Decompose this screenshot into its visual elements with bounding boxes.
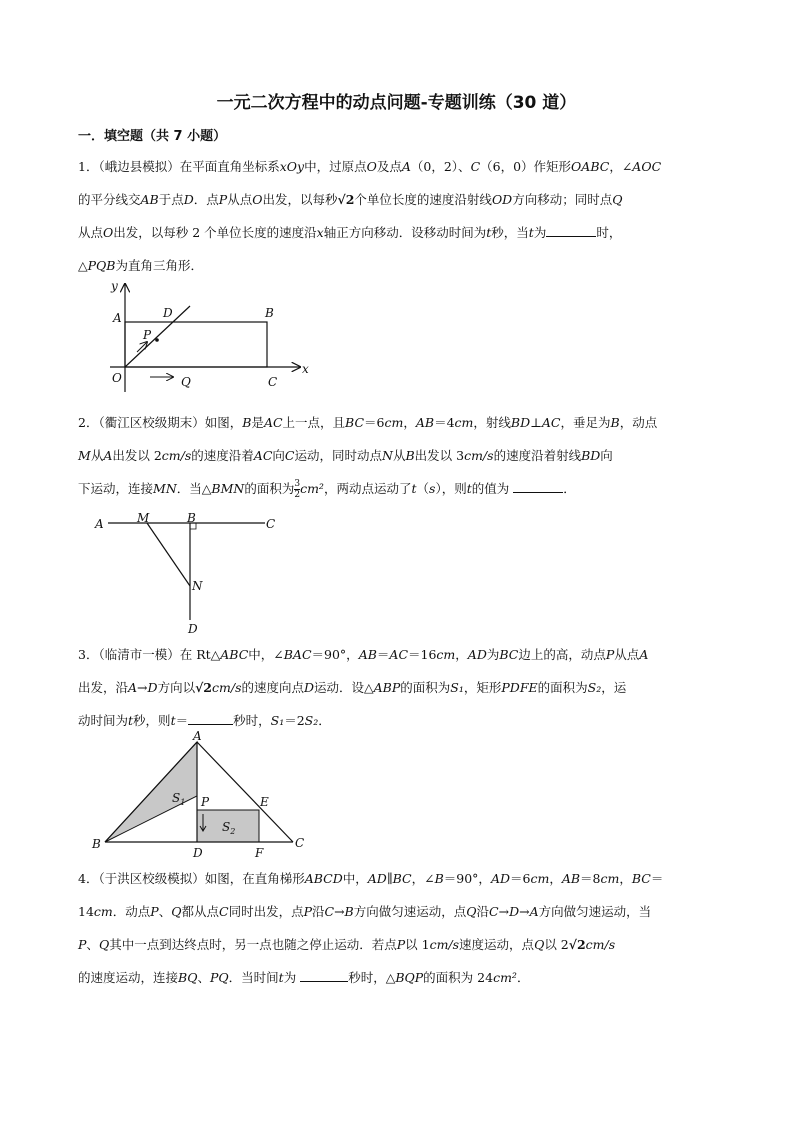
- label-F: F: [255, 846, 264, 860]
- page-title: 一元二次方程中的动点问题-专题训练（30 道）: [216, 93, 577, 113]
- label-B: B: [187, 511, 196, 525]
- question-source: （于洪区校级模拟）: [98, 871, 205, 886]
- label-A: A: [95, 517, 104, 531]
- question-1: 1．（峨边县模拟）在平面直角坐标系xOy中，过原点O及点A（0，2）、C（6，0）作矩形OABC，∠AOC 的平分线交AB于点D．点P从点O出发，以每秒√2个单位长度的速度沿射线OD方向移动；同时点Q 从点O出发，以每秒 2 个单位长度的速度沿x轴正方向移动．设移动时间为t秒，当t为 时， △PQB为直角三角形．: [78, 159, 662, 273]
- label-S1: $S_1$: [172, 791, 186, 807]
- figure-2-perpendicular-diagram: [90, 510, 290, 638]
- point-P: [155, 338, 159, 342]
- label-A: A: [193, 730, 202, 743]
- label-D: D: [193, 846, 203, 860]
- label-x: x: [302, 362, 309, 376]
- segment-MN: [147, 523, 190, 586]
- label-E: E: [260, 795, 269, 809]
- label-D: D: [188, 622, 198, 636]
- label-O: O: [112, 371, 122, 385]
- answer-blank[interactable]: [188, 724, 233, 725]
- question-source: （峨边县模拟）: [98, 159, 180, 174]
- label-P: P: [201, 795, 210, 809]
- label-P: P: [143, 328, 152, 342]
- figure-1-rectangle-diagram: [95, 280, 325, 395]
- label-A: A: [113, 311, 122, 325]
- label-C: C: [266, 517, 276, 531]
- question-3: 3．（临清市一模）在 Rt△ABC中，∠BAC＝90°，AB＝AC＝16cm，AD为BC边上的高，动点P从点A 出发，沿A→D方向以√2cm/s的速度向点D运动．设△ABP的面积为S₁，矩形PDFE的面积为S₂，运 动时间为t秒，则t＝ 秒时，S₁＝2S₂．: [78, 647, 649, 728]
- question-2: 2．（衢江区校级期末）如图，B是AC上一点，且BC＝6cm，AB＝4cm，射线BD⊥AC，垂足为B，动点 M从A出发以 2cm/s的速度沿着AC向C运动，同时动点N从B出发以 3cm/s的速度沿着射线BD向 下运动，连接MN．当△BMN的面积为 $\frac{3}{2}$ cm²，两动点运动了t（s），则t的值为 ．: [78, 415, 658, 500]
- label-Q: Q: [181, 375, 191, 389]
- question-source: （衢江区校级期末）: [98, 415, 205, 430]
- label-C: C: [268, 375, 278, 389]
- answer-blank[interactable]: [546, 236, 596, 237]
- ray-OD: [125, 306, 190, 367]
- figure-3-triangle-diagram: [90, 730, 320, 860]
- answer-blank[interactable]: [513, 492, 563, 493]
- question-number: 2．: [78, 415, 99, 430]
- label-C: C: [295, 836, 305, 850]
- label-y: y: [111, 280, 118, 293]
- label-M: M: [137, 511, 150, 525]
- label-N: N: [192, 579, 203, 593]
- question-4: 4．（于洪区校级模拟）如图，在直角梯形ABCD中，AD∥BC，∠B＝90°，AD＝6cm，AB＝8cm，BC＝ 14cm．动点P、Q都从点C同时出发，点P沿C→B方向做匀速运动，点Q沿C→D→A方向做匀速运动，当 P、Q其中一点到达终点时，另一点也随之停止运动．若点P以 1cm/s速度运动，点Q以 2√2cm/s 的速度运动，连接BQ、PQ．当时间t为 秒时，△BQP的面积为 24cm²．: [78, 871, 664, 985]
- label-B: B: [265, 306, 274, 320]
- question-number: 3．: [78, 647, 99, 662]
- label-S2: $S_2$: [222, 820, 236, 836]
- question-source: （临清市一模）: [98, 647, 180, 662]
- question-number: 4．: [78, 871, 99, 886]
- question-number: 1．: [78, 159, 99, 174]
- label-D: D: [163, 306, 173, 320]
- label-B: B: [92, 837, 101, 851]
- section-heading: 一．填空题（共 7 小题）: [78, 129, 227, 144]
- fraction-3-2: $\frac{3}{2}$: [294, 479, 301, 500]
- answer-blank[interactable]: [300, 981, 348, 982]
